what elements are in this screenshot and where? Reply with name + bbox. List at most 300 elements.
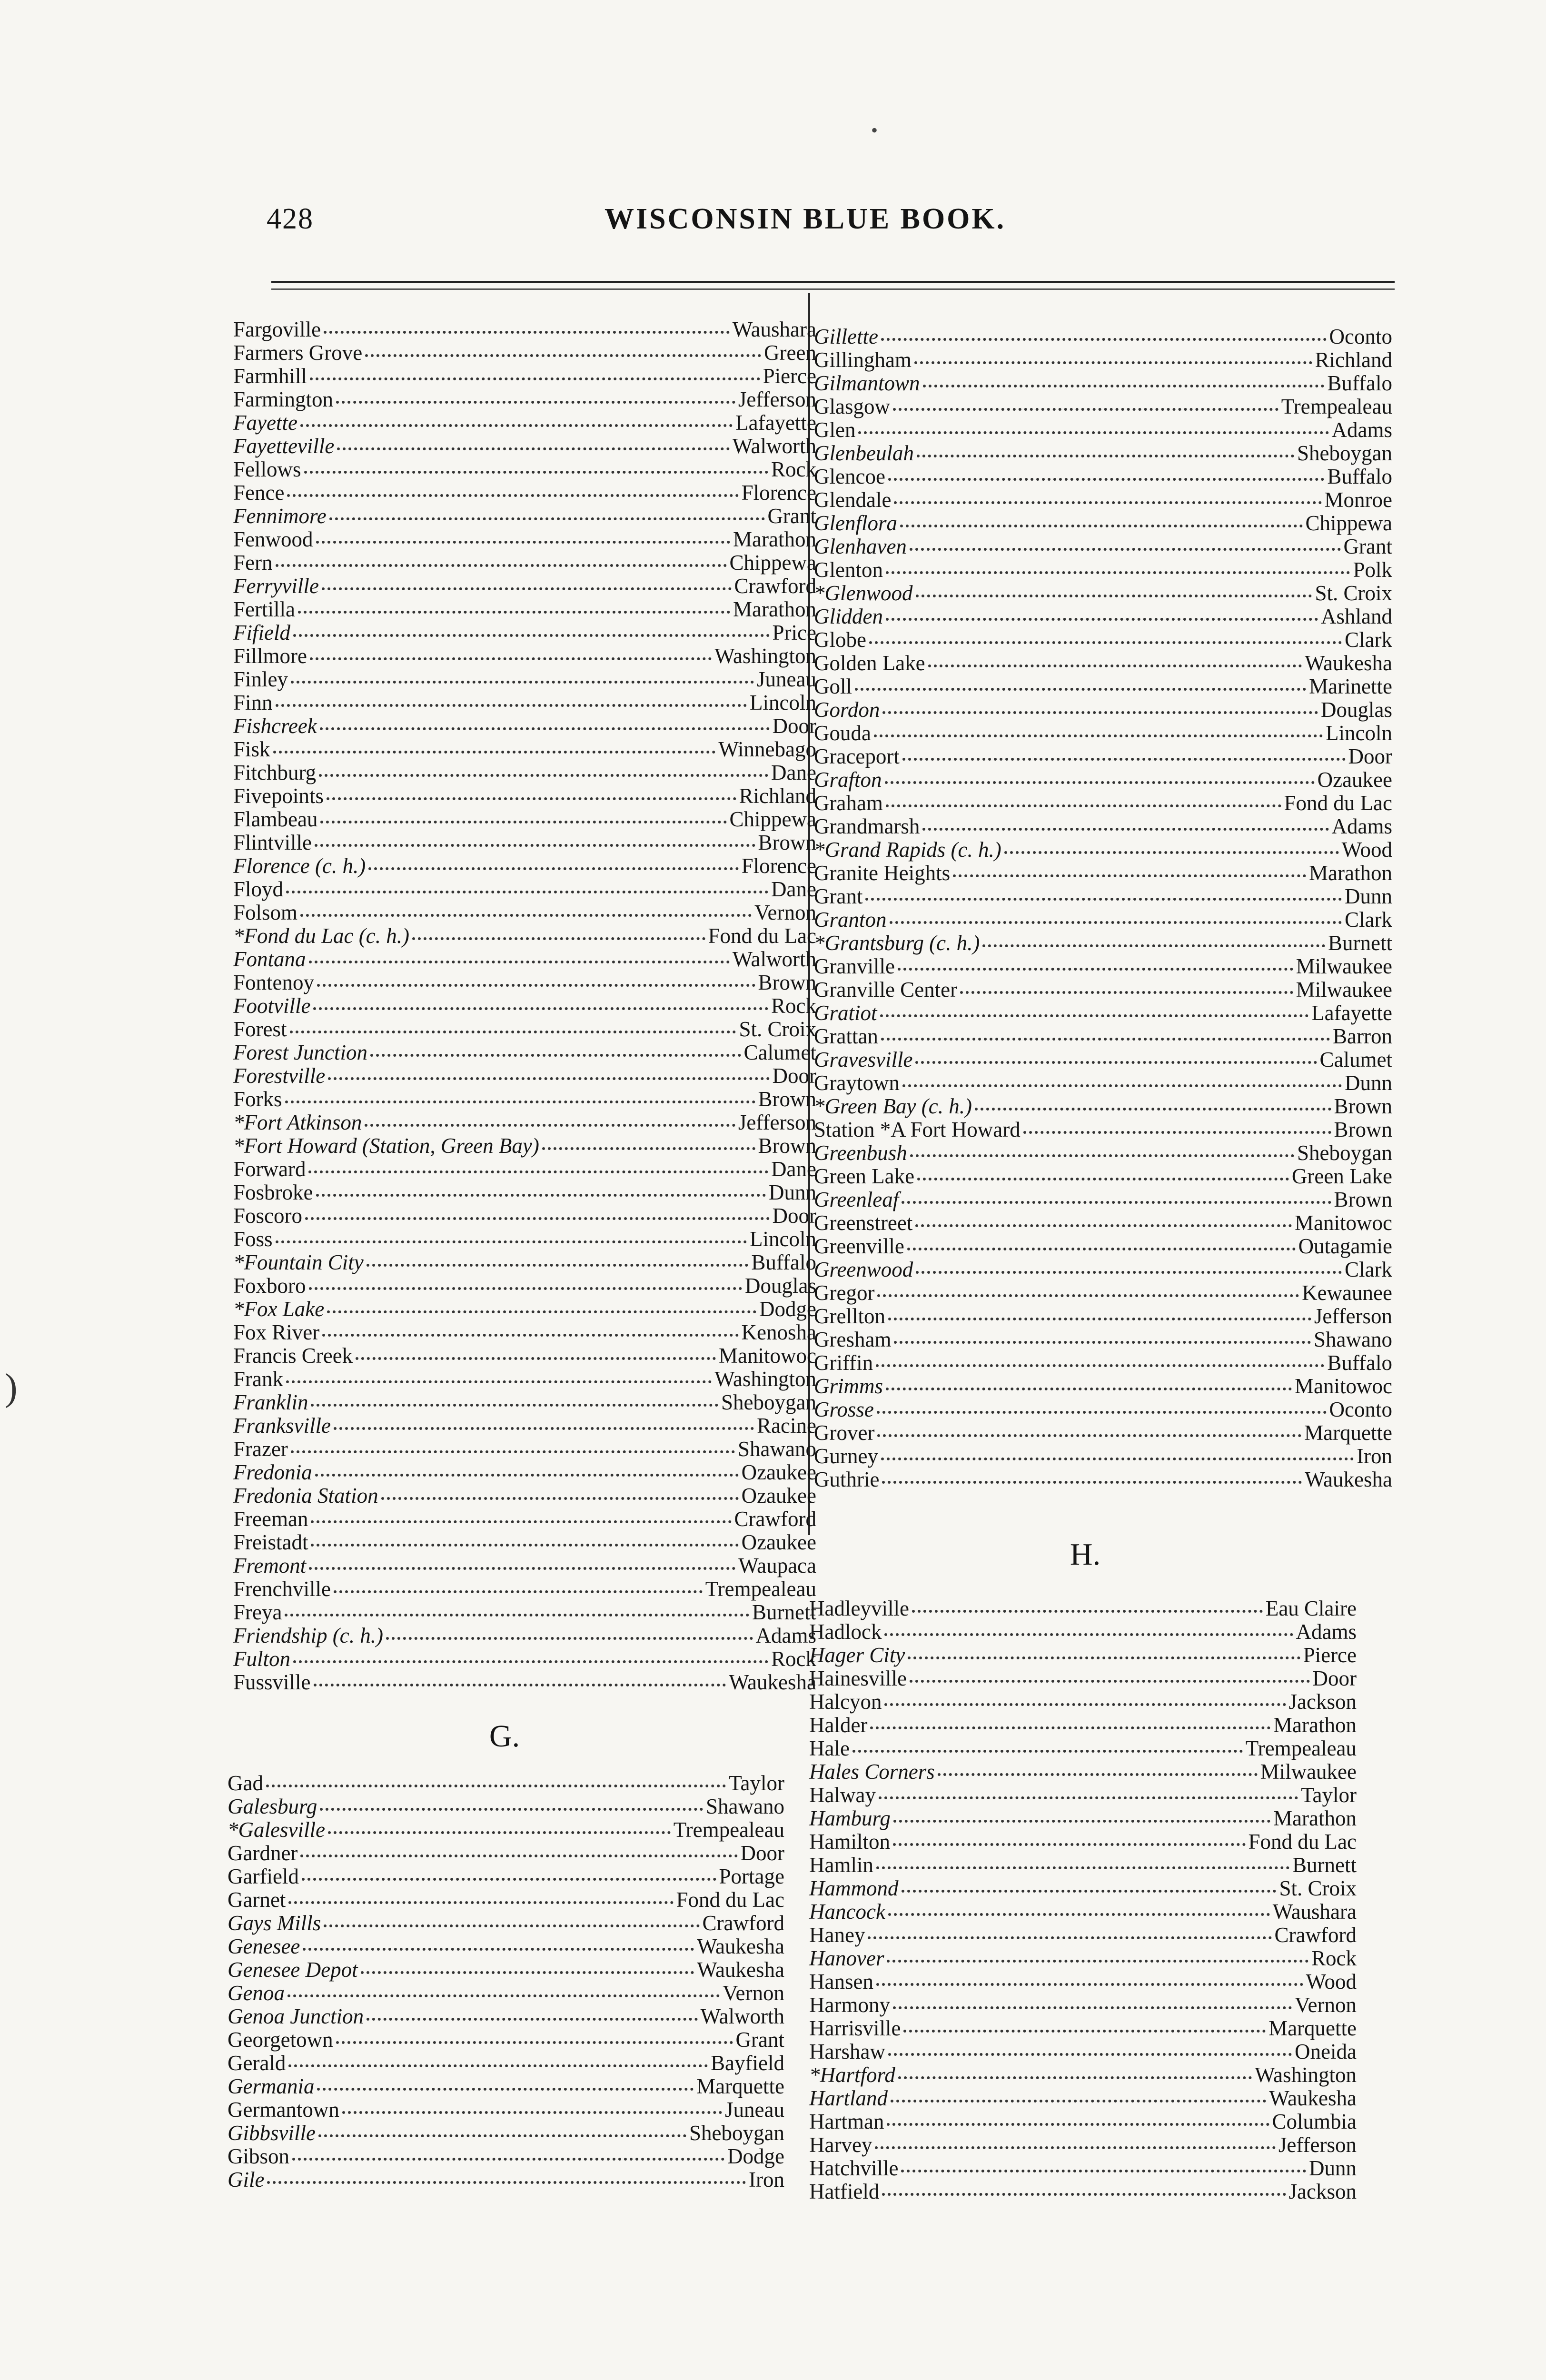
top-rule-thin — [271, 288, 1395, 290]
dot-leader — [902, 1201, 1331, 1204]
place-name: Fussville — [233, 1670, 311, 1694]
county-name: Milwaukee — [1260, 1760, 1357, 1784]
dot-leader — [319, 774, 768, 777]
directory-entry — [814, 372, 1392, 395]
directory-entry — [809, 2063, 1357, 2087]
directory-entry — [228, 2098, 784, 2122]
county-name: Brown — [758, 1134, 816, 1158]
column-right-g — [814, 325, 1392, 1491]
dot-leader — [381, 1497, 739, 1500]
place-name: Hales Corners — [809, 1760, 935, 1784]
directory-entry — [814, 1071, 1392, 1095]
place-name: Grosse — [814, 1398, 874, 1421]
place-name: *Fort Atkinson — [233, 1111, 362, 1134]
directory-entry — [809, 1877, 1357, 1900]
dot-leader — [876, 1983, 1303, 1986]
directory-entry — [233, 1018, 816, 1041]
place-name: Gordon — [814, 698, 880, 722]
place-name: Frenchville — [233, 1577, 331, 1601]
place-name: Gregor — [814, 1281, 875, 1305]
county-name: Taylor — [1301, 1783, 1357, 1807]
place-name: Hatchville — [809, 2156, 899, 2180]
place-name: Friendship (c. h.) — [233, 1624, 383, 1647]
dot-leader — [1023, 1131, 1331, 1134]
county-name: Walworth — [700, 2004, 784, 2028]
dot-leader — [328, 1831, 671, 1834]
dot-leader — [916, 1271, 1342, 1274]
directory-entry — [228, 2028, 784, 2052]
dot-leader — [300, 424, 733, 427]
dot-leader — [879, 1796, 1298, 1799]
dot-leader — [874, 734, 1323, 737]
place-name: Fertilla — [233, 597, 295, 621]
place-name: Gillingham — [814, 348, 912, 372]
county-name: Green — [764, 341, 816, 365]
dot-leader — [888, 1318, 1311, 1320]
dot-leader — [320, 727, 770, 730]
county-name: Jefferson — [1314, 1304, 1392, 1328]
directory-entry — [233, 435, 816, 458]
dot-leader — [303, 1948, 694, 1951]
county-name: Shawano — [738, 1437, 816, 1461]
county-name: Rock — [1311, 1946, 1357, 1970]
dot-leader — [327, 797, 736, 800]
place-name: Hanover — [809, 1946, 884, 1970]
dot-leader — [292, 2158, 724, 2161]
dot-leader — [322, 1334, 738, 1337]
directory-entry — [228, 2075, 784, 2098]
county-name: Lincoln — [750, 1227, 816, 1251]
county-name: Fond du Lac — [708, 924, 816, 948]
county-name: Manitowoc — [1295, 1374, 1392, 1398]
place-name: Glenflora — [814, 511, 897, 535]
county-name: Pierce — [1303, 1643, 1357, 1667]
place-name: Gardner — [228, 1841, 298, 1865]
county-name: Ashland — [1321, 605, 1392, 628]
directory-entry — [233, 1088, 816, 1111]
place-name: *Grantsburg (c. h.) — [814, 931, 980, 955]
county-name: Milwaukee — [1296, 978, 1392, 1002]
directory-entry — [233, 901, 816, 924]
directory-entry — [814, 675, 1392, 698]
county-name: Wood — [1341, 838, 1392, 862]
place-name: Hamlin — [809, 1853, 873, 1877]
place-name: Harrisville — [809, 2016, 901, 2040]
directory-entry — [814, 1002, 1392, 1025]
dot-leader — [291, 681, 754, 684]
dot-leader — [310, 377, 760, 380]
dot-leader — [881, 338, 1327, 341]
dot-leader — [342, 2111, 722, 2114]
county-name: Pierce — [763, 364, 816, 388]
place-name: Forward — [233, 1157, 306, 1181]
directory-entry — [814, 1188, 1392, 1211]
dot-leader — [870, 1726, 1270, 1729]
dot-leader — [917, 455, 1294, 457]
place-name: Fillmore — [233, 644, 307, 668]
place-name: Hancock — [809, 1900, 885, 1924]
county-name: Adams — [1296, 1620, 1357, 1644]
dot-leader — [293, 1660, 768, 1663]
place-name: Fox River — [233, 1320, 320, 1344]
county-name: St. Croix — [1279, 1876, 1357, 1900]
directory-entry — [233, 551, 816, 575]
dot-leader — [885, 781, 1315, 784]
county-name: Dane — [771, 877, 816, 901]
directory-entry — [233, 1624, 816, 1647]
column-right-h — [809, 1597, 1357, 2203]
dot-leader — [893, 2006, 1292, 2009]
dot-leader — [356, 1357, 716, 1360]
dot-leader — [320, 1808, 703, 1811]
county-name: Shawano — [706, 1795, 784, 1818]
county-name: Chippewa — [729, 807, 816, 831]
dot-leader — [868, 1936, 1271, 1939]
dot-leader — [542, 1147, 755, 1150]
directory-entry — [228, 2005, 784, 2028]
county-name: Rock — [771, 1647, 816, 1671]
county-name: Washington — [714, 1367, 816, 1391]
dot-leader — [288, 1901, 673, 1904]
county-name: Calumet — [743, 1041, 816, 1064]
place-name: Foss — [233, 1227, 273, 1251]
directory-entry — [809, 2017, 1357, 2040]
dot-leader — [298, 611, 730, 614]
place-name: *Hartford — [809, 2063, 895, 2087]
directory-entry — [814, 1375, 1392, 1398]
place-name: Forest — [233, 1017, 287, 1041]
place-name: Glen — [814, 418, 856, 442]
county-name: Dodge — [727, 2144, 784, 2168]
directory-entry — [228, 1935, 784, 1958]
dot-leader — [300, 1854, 737, 1857]
place-name: Garfield — [228, 1864, 299, 1888]
directory-entry — [814, 1421, 1392, 1445]
county-name: Brown — [758, 831, 816, 854]
directory-entry — [228, 1818, 784, 1842]
place-name: Finn — [233, 691, 273, 714]
county-name: Waukesha — [697, 1934, 784, 1958]
county-name: Jefferson — [738, 1111, 816, 1134]
place-name: Grimms — [814, 1374, 883, 1398]
dot-leader — [285, 1101, 755, 1103]
dot-leader — [888, 478, 1324, 481]
place-name: Hamburg — [809, 1806, 891, 1830]
county-name: Burnett — [752, 1600, 816, 1624]
county-name: Fond du Lac — [1248, 1830, 1357, 1854]
dot-leader — [368, 867, 738, 870]
dot-leader — [908, 1656, 1300, 1659]
directory-entry — [233, 784, 816, 808]
dot-leader — [894, 501, 1321, 504]
directory-entry — [233, 575, 816, 598]
directory-entry — [233, 831, 816, 854]
directory-entry — [814, 628, 1392, 652]
dot-leader — [886, 1388, 1292, 1390]
county-name: Oconto — [1329, 325, 1392, 348]
dot-leader — [917, 1178, 1289, 1180]
place-name: *Fort Howard (Station, Green Bay) — [233, 1134, 539, 1158]
dot-leader — [324, 1924, 699, 1927]
place-name: Hale — [809, 1736, 850, 1760]
dot-leader — [898, 2076, 1252, 2079]
place-name: Germania — [228, 2074, 315, 2098]
county-name: Door — [1312, 1666, 1357, 1690]
dot-leader — [886, 804, 1281, 807]
county-name: Door — [772, 1204, 816, 1228]
county-name: Manitowoc — [1295, 1211, 1392, 1235]
directory-entry — [233, 598, 816, 621]
county-name: Marathon — [1273, 1713, 1357, 1737]
dot-leader — [318, 2134, 686, 2137]
directory-entry — [814, 1211, 1392, 1235]
place-name: Galesburg — [228, 1795, 317, 1818]
county-name: Clark — [1345, 1258, 1392, 1281]
dot-leader — [316, 1194, 766, 1197]
county-name: Waukesha — [1305, 651, 1392, 675]
directory-entry — [228, 2052, 784, 2075]
county-name: Burnett — [1292, 1853, 1357, 1877]
directory-entry — [814, 1141, 1392, 1165]
directory-entry — [233, 1531, 816, 1554]
dot-leader — [309, 1287, 742, 1290]
directory-entry — [814, 558, 1392, 582]
place-name: *Fox Lake — [233, 1297, 325, 1321]
dot-leader — [334, 1427, 754, 1430]
directory-entry — [233, 1111, 816, 1134]
place-name: Floyd — [233, 877, 284, 901]
directory-entry — [233, 1391, 816, 1414]
dot-leader — [884, 1633, 1293, 1636]
place-name: Greenbush — [814, 1141, 907, 1165]
county-name: Eau Claire — [1265, 1597, 1357, 1620]
place-name: Freeman — [233, 1507, 308, 1531]
directory-entry — [809, 1993, 1357, 2017]
dot-leader — [953, 874, 1306, 877]
county-name: Trempealeau — [705, 1577, 816, 1601]
county-name: Buffalo — [1327, 1351, 1392, 1375]
dot-leader — [882, 711, 1318, 714]
county-name: Jefferson — [738, 387, 816, 411]
county-name: Florence — [741, 854, 816, 878]
directory-entry — [233, 388, 816, 411]
place-name: *Galesville — [228, 1818, 325, 1842]
place-name: Flintville — [233, 831, 312, 854]
county-name: Waukesha — [1269, 2086, 1357, 2110]
directory-entry — [809, 1644, 1357, 1667]
directory-entry — [233, 808, 816, 831]
directory-entry — [814, 535, 1392, 558]
county-name: Trempealeau — [1245, 1736, 1357, 1760]
directory-entry — [814, 955, 1392, 978]
directory-entry — [809, 1900, 1357, 1924]
directory-entry — [233, 341, 816, 365]
dot-leader — [876, 1866, 1289, 1869]
dot-leader — [386, 1637, 753, 1640]
county-name: Dodge — [759, 1297, 816, 1321]
directory-entry — [809, 1620, 1357, 1644]
directory-entry — [233, 1181, 816, 1204]
directory-entry — [814, 722, 1392, 745]
dot-leader — [877, 1411, 1327, 1414]
dot-leader — [880, 1014, 1309, 1017]
dot-leader — [300, 914, 752, 917]
place-name: Hadleyville — [809, 1597, 909, 1620]
directory-entry — [809, 1784, 1357, 1807]
place-name: Fivepoints — [233, 784, 324, 808]
directory-entry — [228, 1865, 784, 1888]
county-name: Juneau — [725, 2098, 784, 2122]
directory-entry — [809, 2110, 1357, 2133]
dot-leader — [887, 1960, 1308, 1963]
county-name: Crawford — [702, 1911, 784, 1935]
county-name: Buffalo — [751, 1250, 816, 1274]
dot-leader — [276, 564, 727, 567]
directory-entry — [814, 1235, 1392, 1258]
dot-leader — [875, 2146, 1275, 2149]
directory-entry — [814, 838, 1392, 862]
dot-leader — [887, 2123, 1269, 2126]
dot-leader — [877, 1434, 1301, 1437]
directory-entry — [809, 2180, 1357, 2203]
county-name: Vernon — [723, 1981, 784, 2005]
dot-leader — [291, 1450, 735, 1453]
place-name: Golden Lake — [814, 651, 925, 675]
dot-leader — [336, 2041, 733, 2044]
place-name: Garnet — [228, 1888, 286, 1912]
dot-leader — [329, 517, 765, 520]
dot-leader — [914, 361, 1312, 364]
place-name: Farmhill — [233, 364, 307, 388]
directory-entry — [814, 418, 1392, 442]
dot-leader — [287, 494, 738, 497]
directory-entry — [228, 2122, 784, 2145]
directory-entry — [814, 1398, 1392, 1421]
directory-entry — [809, 1947, 1357, 1970]
place-name: Footville — [233, 994, 311, 1018]
county-name: Fond du Lac — [676, 1888, 784, 1912]
dot-leader — [365, 1124, 735, 1127]
place-name: Foxboro — [233, 1274, 306, 1298]
place-name: Granville Center — [814, 978, 958, 1002]
county-name: Milwaukee — [1296, 954, 1392, 978]
dot-leader — [912, 1610, 1263, 1613]
place-name: *Fountain City — [233, 1250, 364, 1274]
place-name: Haney — [809, 1923, 865, 1947]
dot-leader — [891, 2100, 1266, 2102]
place-name: Genoa Junction — [228, 2004, 364, 2028]
dot-leader — [305, 1217, 770, 1220]
county-name: Barron — [1333, 1024, 1392, 1048]
directory-entry — [814, 1025, 1392, 1048]
directory-entry — [809, 1924, 1357, 1947]
directory-entry — [233, 1158, 816, 1181]
place-name: Glasgow — [814, 395, 890, 418]
directory-entry — [814, 325, 1392, 348]
dot-leader — [893, 408, 1278, 411]
dot-leader — [412, 937, 705, 940]
directory-entry — [809, 1667, 1357, 1690]
county-name: Columbia — [1272, 2110, 1357, 2133]
county-name: St. Croix — [739, 1017, 816, 1041]
county-name: Ozaukee — [741, 1530, 816, 1554]
place-name: Grellton — [814, 1304, 885, 1328]
county-name: Lafayette — [735, 411, 816, 435]
directory-entry — [233, 971, 816, 994]
dot-leader — [285, 1614, 749, 1616]
directory-entry — [233, 668, 816, 691]
directory-entry — [814, 1281, 1392, 1305]
place-name: Halder — [809, 1713, 868, 1737]
county-name: Lincoln — [1326, 721, 1392, 745]
directory-entry — [233, 1438, 816, 1461]
place-name: Franklin — [233, 1390, 308, 1414]
county-name: Clark — [1345, 628, 1392, 652]
place-name: Halcyon — [809, 1690, 882, 1714]
dot-leader — [324, 331, 730, 334]
county-name: Brown — [1334, 1094, 1392, 1118]
section-letter-g: G. — [489, 1719, 520, 1754]
place-name: Fennimore — [233, 504, 327, 528]
place-name: Fontenoy — [233, 971, 315, 994]
dot-leader — [894, 1341, 1311, 1344]
directory-entry — [233, 1298, 816, 1321]
place-name: *Glenwood — [814, 581, 913, 605]
county-name: Calumet — [1319, 1048, 1392, 1071]
place-name: Frazer — [233, 1437, 288, 1461]
directory-entry — [228, 1888, 784, 1912]
directory-entry — [814, 908, 1392, 932]
dot-leader — [276, 704, 747, 707]
place-name: Glenhaven — [814, 535, 907, 558]
place-name: *Fond du Lac (c. h.) — [233, 924, 409, 948]
column-left-f — [233, 318, 816, 1694]
dot-leader — [337, 447, 729, 450]
county-name: Marathon — [733, 597, 816, 621]
dot-leader — [938, 1773, 1258, 1776]
county-name: Price — [772, 621, 816, 645]
county-name: Crawford — [1274, 1923, 1357, 1947]
place-name: Fremont — [233, 1554, 307, 1577]
county-name: Rock — [771, 994, 816, 1018]
place-name: Hartland — [809, 2086, 888, 2110]
county-name: Green Lake — [1291, 1164, 1392, 1188]
dot-leader — [881, 1458, 1354, 1460]
directory-entry — [233, 1554, 816, 1577]
dot-leader — [876, 1364, 1324, 1367]
county-name: Richland — [739, 784, 816, 808]
dot-leader — [928, 664, 1302, 667]
place-name: Germantown — [228, 2098, 339, 2122]
place-name: Genesee — [228, 1934, 300, 1958]
place-name: Freya — [233, 1600, 282, 1624]
directory-entry — [233, 1647, 816, 1671]
directory-entry — [814, 978, 1392, 1002]
directory-entry — [233, 505, 816, 528]
directory-entry — [233, 948, 816, 971]
directory-entry — [814, 395, 1392, 418]
directory-entry — [809, 1830, 1357, 1854]
dot-leader — [858, 431, 1328, 434]
dot-leader — [311, 1404, 718, 1407]
county-name: Crawford — [734, 1507, 816, 1531]
dot-leader — [865, 898, 1342, 901]
place-name: Granite Heights — [814, 861, 951, 885]
place-name: Goll — [814, 674, 852, 698]
county-name: Waushara — [732, 317, 816, 341]
directory-entry — [814, 1328, 1392, 1351]
county-name: Sheboygan — [721, 1390, 816, 1414]
